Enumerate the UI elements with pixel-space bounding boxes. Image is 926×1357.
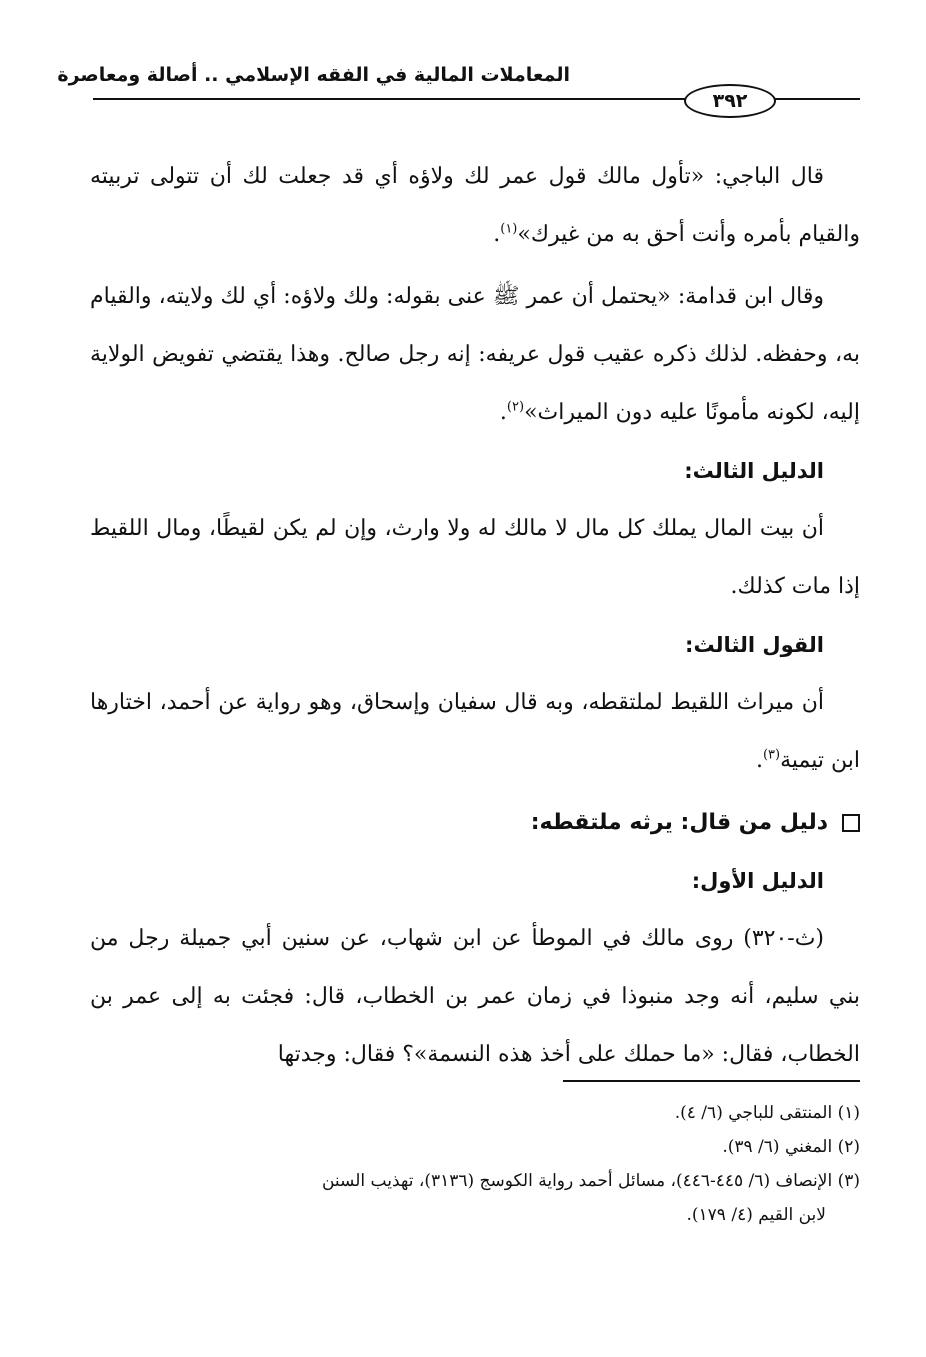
paragraph-bayt-al-mal: أن بيت المال يملك كل مال لا مالك له ولا وارث، وإن لم يكن لقيطًا، ومال اللقيط إذا مات كذلك. bbox=[90, 516, 860, 599]
footnotes bbox=[86, 1096, 860, 1232]
paragraph-third-opinion-end: . bbox=[755, 748, 763, 773]
main-text bbox=[90, 148, 860, 1084]
heading-first-evidence: الدليل الأول: bbox=[691, 869, 824, 893]
footnote-3: (٣) الإنصاف (٦/ ٤٤٥-٤٤٦)، مسائل أحمد رواية الكوسج (٣١٣٦)، تهذيب السنن bbox=[321, 1171, 860, 1191]
paragraph-ibn-qudama bbox=[90, 268, 860, 442]
paragraph-baji-end: . bbox=[493, 222, 501, 247]
paragraph-baji bbox=[90, 148, 860, 264]
section-heading bbox=[90, 794, 860, 852]
footnote-ref-2: (٢) bbox=[506, 399, 525, 415]
book-title: المعاملات المالية في الفقه الإسلامي .. أصالة ومعاصرة bbox=[57, 64, 570, 86]
section-heading-text: دليل من قال: يرثه ملتقطه: bbox=[530, 810, 828, 835]
footnote-rule bbox=[563, 1080, 860, 1082]
footnote-ref-1: (١) bbox=[500, 221, 518, 237]
footnote-1: (١) المنتقى للباجي (٦/ ٤). bbox=[674, 1103, 860, 1123]
paragraph-ibn-qudama-text: وقال ابن قدامة: «يحتمل أن عمر ﷺ عنى بقوله: ولك ولاؤه: أي لك ولايته، والقيام به، وحفظه. لذلك ذكره عقيب قول عريفه: إنه رجل صالح. وهذا يقتضي تفويض الولاية إليه، لكونه مأمونًا عليه دون الميراث» bbox=[90, 284, 860, 425]
footnote-2: (٢) المغني (٦/ ٣٩). bbox=[722, 1137, 860, 1157]
footnote-ref-3: (٣) bbox=[762, 747, 781, 763]
running-header bbox=[57, 58, 570, 98]
paragraph-baji-text: قال الباجي: «تأول مالك قول عمر لك ولاؤه أي قد جعلت لك أن تتولى تربيته والقيام بأمره وأنت أحق به من غيرك» bbox=[90, 164, 860, 247]
heading-third-opinion: القول الثالث: bbox=[685, 633, 824, 657]
paragraph-muwatta: (ث-٣٢٠) روى مالك في الموطأ عن ابن شهاب، عن سنين أبي جميلة رجل من بني سليم، أنه وجد منبوذا في زمان عمر بن الخطاب، قال: فجئت به إلى عمر بن الخطاب، فقال: «ما حملك على أخذ هذه النسمة»؟ فقال: وجدتها bbox=[90, 926, 860, 1067]
paragraph-third-opinion-text: أن ميراث اللقيط لملتقطه، وبه قال سفيان وإسحاق، وهو رواية عن أحمد، اختارها ابن تيمية bbox=[90, 690, 860, 773]
paragraph-third-opinion bbox=[90, 674, 860, 790]
footnote-3-continued: لابن القيم (٤/ ١٧٩). bbox=[686, 1205, 826, 1225]
square-bullet-icon bbox=[842, 814, 860, 832]
page-number: ٣٩٢ bbox=[684, 84, 776, 118]
paragraph-ibn-qudama-end: . bbox=[499, 400, 507, 425]
heading-third-evidence: الدليل الثالث: bbox=[684, 459, 824, 483]
